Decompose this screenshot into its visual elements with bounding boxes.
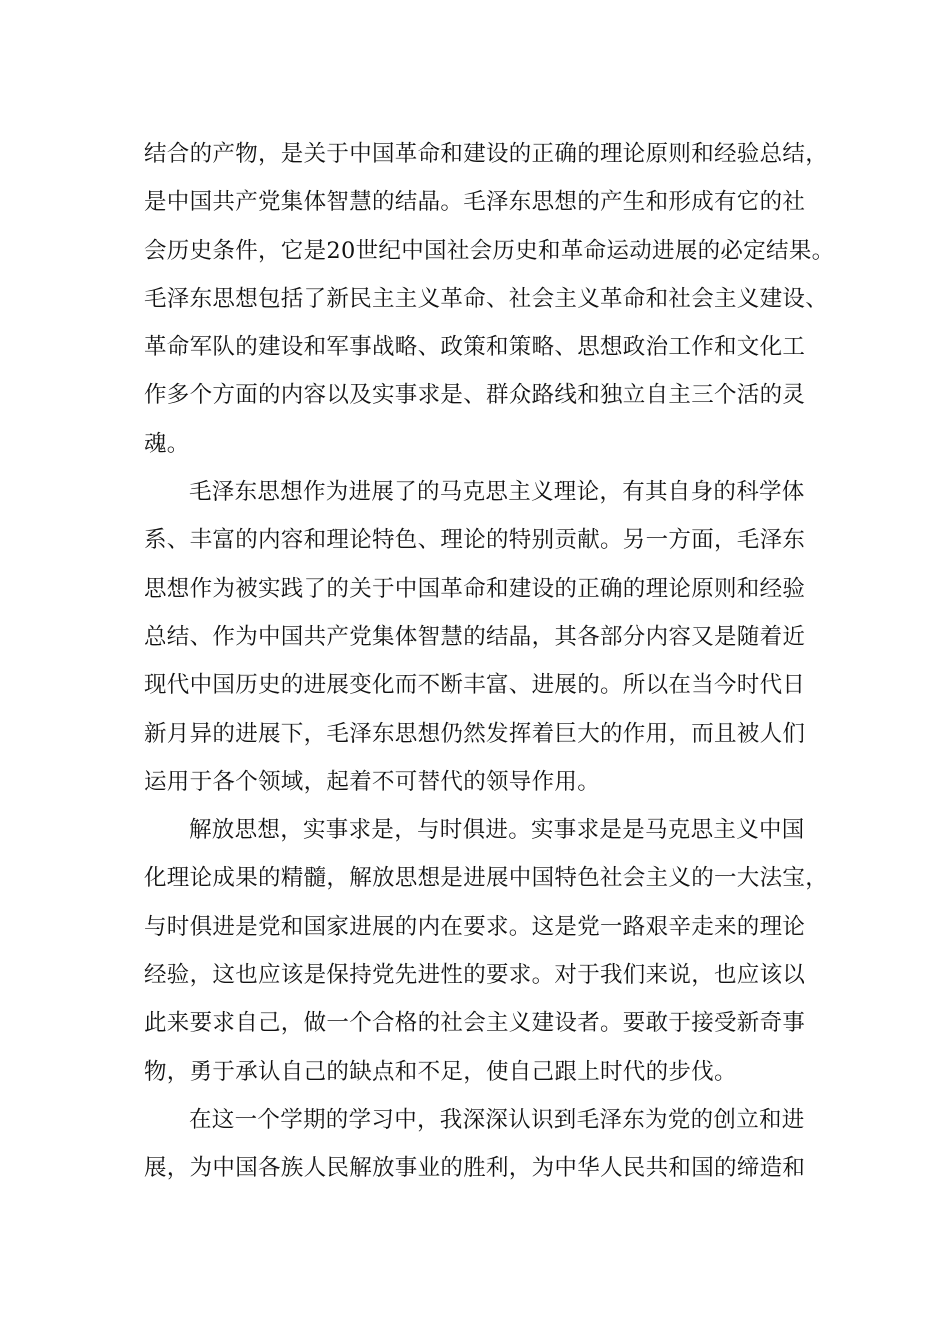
paragraph-first-line: 在这一个学期的学习中，我深深认识到毛泽东为党的创立和进 xyxy=(189,1106,805,1133)
text-line: 结合的产物，是关于中国革命和建设的正确的理论原则和经验总结， xyxy=(144,141,829,167)
text-line: 毛泽东思想包括了新民主主义革命、社会主义革命和社会主义建设、 xyxy=(144,285,829,312)
text-line: 作多个方面的内容以及实事求是、群众路线和独立自主三个活的灵 xyxy=(144,382,806,409)
paragraph-first-line: 毛泽东思想作为进展了的马克思主义理论，有其自身的科学体 xyxy=(189,479,805,506)
text-line: 革命军队的建设和军事战略、政策和策略、思想政治工作和文化工 xyxy=(144,334,806,361)
text-line: 此来要求自己，做一个合格的社会主义建设者。要敢于接受新奇事 xyxy=(144,1010,806,1037)
text-line: 运用于各个领域，起着不可替代的领导作用。 xyxy=(144,768,601,795)
text-line: 化理论成果的精髓，解放思想是进展中国特色社会主义的一大法宝， xyxy=(144,865,829,892)
text-line: 魂。 xyxy=(144,430,190,457)
text-line: 展，为中国各族人民解放事业的胜利，为中华人民共和国的缔造和 xyxy=(144,1155,806,1182)
document-body xyxy=(144,130,835,1193)
text-line: 与时俱进是党和国家进展的内在要求。这是党一路艰辛走来的理论 xyxy=(144,913,806,940)
text-line: 思想作为被实践了的关于中国革命和建设的正确的理论原则和经验 xyxy=(144,575,806,602)
text-line: 新月异的进展下，毛泽东思想仍然发挥着巨大的作用，而且被人们 xyxy=(144,720,806,747)
text-line: 系、丰富的内容和理论特色、理论的特别贡献。另一方面，毛泽东 xyxy=(144,527,806,554)
paragraph-first-line: 解放思想，实事求是，与时俱进。实事求是是马克思主义中国 xyxy=(189,817,805,844)
text-line: 会历史条件，它是20世纪中国社会历史和革命运动进展的必定结果。 xyxy=(144,237,835,264)
text-line: 是中国共产党集体智慧的结晶。毛泽东思想的产生和形成有它的社 xyxy=(144,189,806,216)
text-line: 物，勇于承认自己的缺点和不足，使自己跟上时代的步伐。 xyxy=(144,1058,737,1085)
text-line: 现代中国历史的进展变化而不断丰富、进展的。所以在当今时代日 xyxy=(144,672,806,699)
text-line: 总结、作为中国共产党集体智慧的结晶，其各部分内容又是随着近 xyxy=(144,623,806,650)
text-line: 经验，这也应该是保持党先进性的要求。对于我们来说，也应该以 xyxy=(144,962,806,989)
